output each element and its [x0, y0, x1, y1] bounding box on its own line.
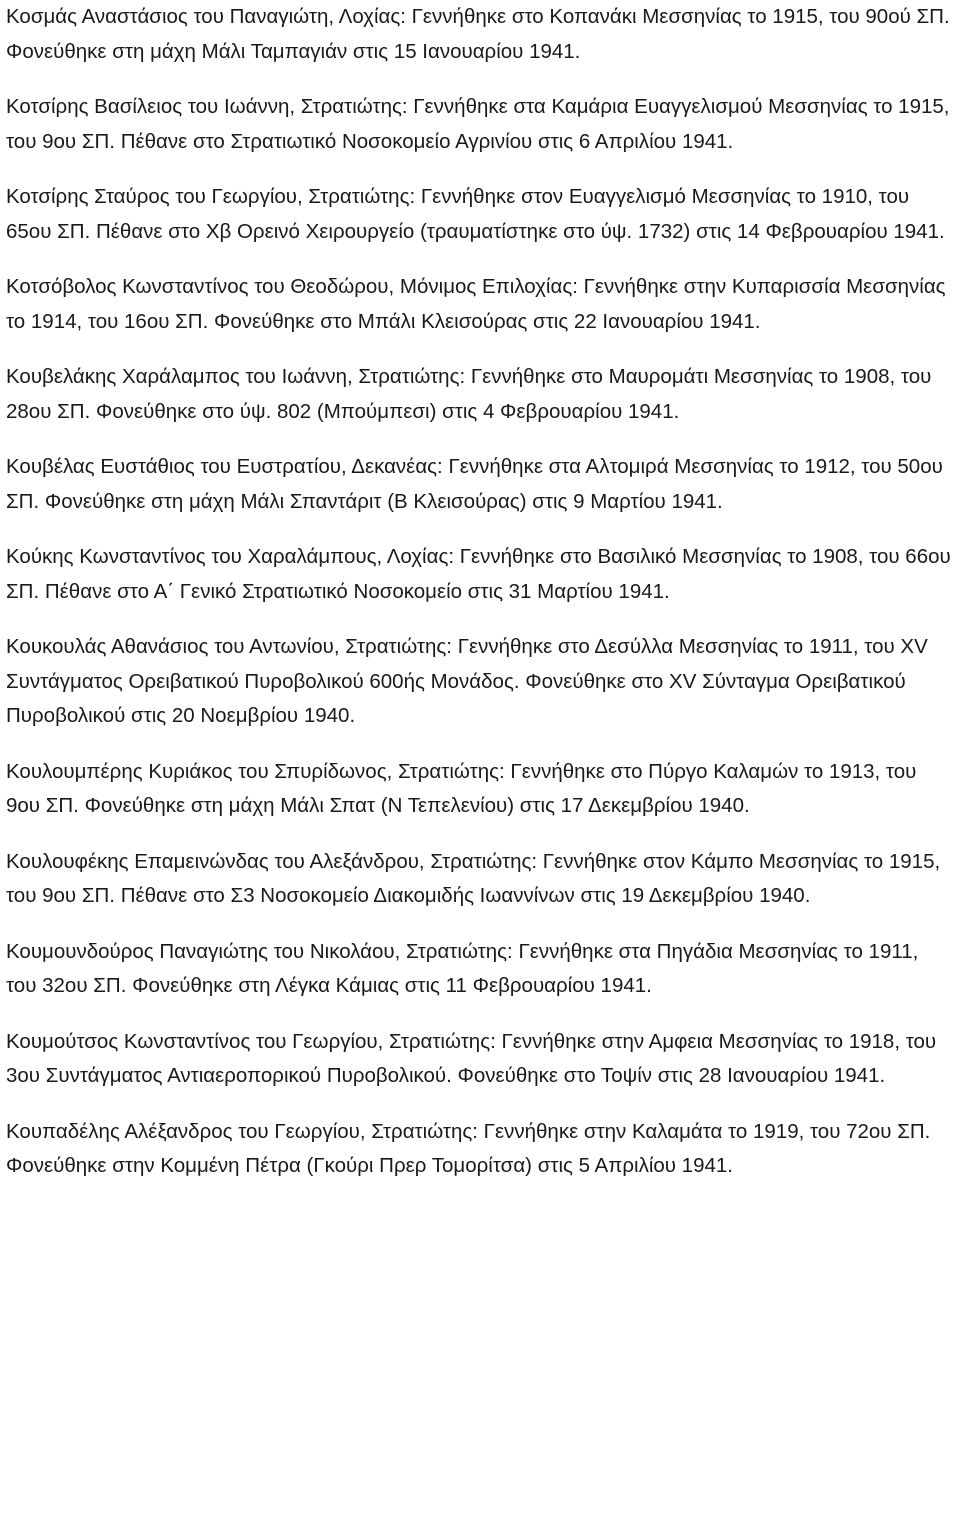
- entry-kotsiris-vasileios: Κοτσίρης Βασίλειος του Ιωάννη, Στρατιώτης: Γεννήθηκε στα Καμάρια Ευαγγελισμού Μεσσηνίας το 1915, του 9ου ΣΠ. Πέθανε στο Στρατιωτικό Νοσοκομείο Αγρινίου στις 6 Απριλίου 1941.: [6, 95, 950, 153]
- entry-kosmas: Κοσμάς Αναστάσιος του Παναγιώτη, Λοχίας: Γεννήθηκε στο Κοπανάκι Μεσσηνίας το 1915, του 90ού ΣΠ. Φονεύθηκε στη μάχη Μάλι Ταμπαγιάν στις 15 Ιανουαρίου 1941.: [6, 5, 950, 63]
- entry-koupadelis: Κουπαδέλης Αλέξανδρος του Γεωργίου, Στρατιώτης: Γεννήθηκε στην Καλαμάτα το 1919, του 72ου ΣΠ. Φονεύθηκε στην Κομμένη Πέτρα (Γκούρι Πρερ Τομορίτσα) στις 5 Απριλίου 1941.: [6, 1119, 931, 1177]
- entry-koukoulas: Κουκουλάς Αθανάσιος του Αντωνίου, Στρατιώτης: Γεννήθηκε στο Δεσύλλα Μεσσηνίας το 1911, του XV Συντάγματος Ορειβατικού Πυροβολικού 600ής Μονάδος. Φονεύθηκε στο XV Σύνταγμα Ορειβατικού Πυροβολικού στις 20 Νοεμβρίου 1940.: [6, 635, 928, 727]
- entry-koumoutsos: Κουμούτσος Κωνσταντίνος του Γεωργίου, Στρατιώτης: Γεννήθηκε στην Αμφεια Μεσσηνίας το 1918, του 3ου Συντάγματος Αντιαεροπορικού Πυροβολικού. Φονεύθηκε στο Τοψίν στις 28 Ιανουαρίου 1941.: [6, 1029, 937, 1087]
- entry-kotsovolos: Κοτσόβολος Κωνσταντίνος του Θεοδώρου, Μόνιμος Επιλοχίας: Γεννήθηκε στην Κυπαρισσία Μεσσηνίας το 1914, του 16ου ΣΠ. Φονεύθηκε στο Μπάλι Κλεισούρας στις 22 Ιανουαρίου 1941.: [6, 275, 946, 333]
- entry-koulouberis: Κουλουμπέρης Κυριάκος του Σπυρίδωνος, Στρατιώτης: Γεννήθηκε στο Πύργο Καλαμών το 1913, του 9ου ΣΠ. Φονεύθηκε στη μάχη Μάλι Σπατ (Ν Τεπελενίου) στις 17 Δεκεμβρίου 1940.: [6, 759, 917, 817]
- entry-koumoundouros: Κουμουνδούρος Παναγιώτης του Νικολάου, Στρατιώτης: Γεννήθηκε στα Πηγάδια Μεσσηνίας το 1911, του 32ου ΣΠ. Φονεύθηκε στη Λέγκα Κάμιας στις 11 Φεβρουαρίου 1941.: [6, 939, 919, 997]
- entry-kouloufekis: Κουλουφέκης Επαμεινώνδας του Αλεξάνδρου, Στρατιώτης: Γεννήθηκε στον Κάμπο Μεσσηνίας το 1915, του 9ου ΣΠ. Πέθανε στο Σ3 Νοσοκομείο Διακομιδής Ιωαννίνων στις 19 Δεκεμβρίου 1940.: [6, 849, 941, 907]
- entry-kouvelas: Κουβέλας Ευστάθιος του Ευστρατίου, Δεκανέας: Γεννήθηκε στα Αλτομιρά Μεσσηνίας το 1912, του 50ου ΣΠ. Φονεύθηκε στη μάχη Μάλι Σπαντάριτ (Β Κλεισούρας) στις 9 Μαρτίου 1941.: [6, 455, 943, 513]
- entry-koukis: Κούκης Κωνσταντίνος του Χαραλάμπους, Λοχίας: Γεννήθηκε στο Βασιλικό Μεσσηνίας το 1908, του 66ου ΣΠ. Πέθανε στο Α΄ Γενικό Στρατιωτικό Νοσοκομείο στις 31 Μαρτίου 1941.: [6, 545, 951, 603]
- entry-kouvelakis: Κουβελάκης Χαράλαμπος του Ιωάννη, Στρατιώτης: Γεννήθηκε στο Μαυρομάτι Μεσσηνίας το 1908, του 28ου ΣΠ. Φονεύθηκε στο ύψ. 802 (Μπούμπεσι) στις 4 Φεβρουαρίου 1941.: [6, 365, 932, 423]
- entry-kotsiris-stavros: Κοτσίρης Σταύρος του Γεωργίου, Στρατιώτης: Γεννήθηκε στον Ευαγγελισμό Μεσσηνίας το 1910, του 65ου ΣΠ. Πέθανε στο Χβ Ορεινό Χειρουργείο (τραυματίστηκε στο ύψ. 1732) στις 14 Φεβρουαρίου 1941.: [6, 185, 945, 243]
